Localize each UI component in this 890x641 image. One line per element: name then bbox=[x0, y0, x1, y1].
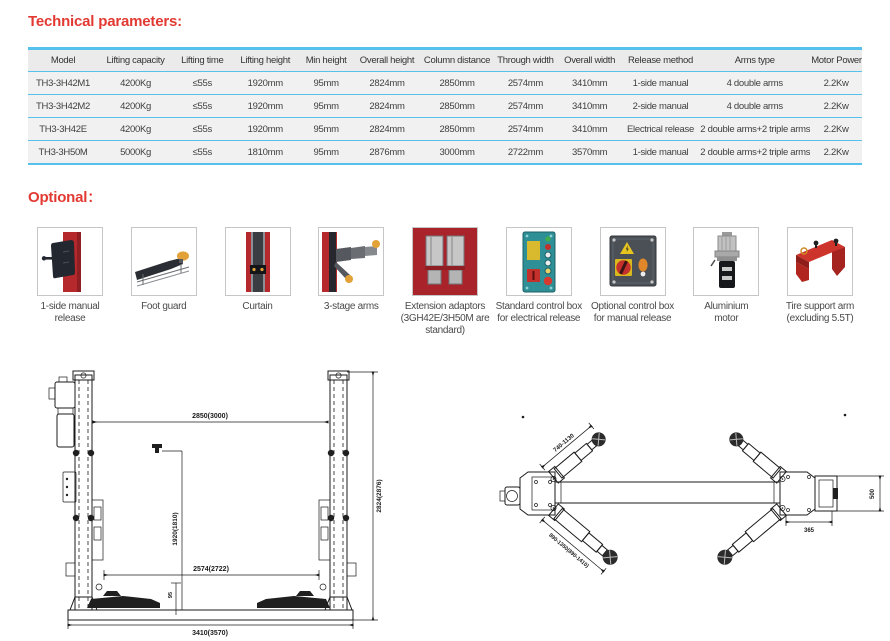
dim-label: 2574(2722) bbox=[193, 566, 229, 573]
curtain-image bbox=[225, 227, 291, 296]
column-header: Release method bbox=[622, 49, 700, 72]
cell: 1920mm bbox=[231, 118, 299, 141]
cell: TH3-3H42M1 bbox=[28, 72, 98, 95]
extension-adaptors-image bbox=[412, 227, 478, 296]
dim-label: 365 bbox=[803, 528, 815, 534]
column-header: Lifting capacity bbox=[98, 49, 173, 72]
cell: 4 double arms bbox=[699, 95, 810, 118]
cell: 2824mm bbox=[353, 118, 421, 141]
long-arm-rear-left bbox=[536, 503, 621, 582]
cell: TH3-3H50M bbox=[28, 141, 98, 165]
left-column bbox=[66, 371, 103, 610]
cell: 2850mm bbox=[421, 118, 494, 141]
cell: 3000mm bbox=[421, 141, 494, 165]
cell: 2824mm bbox=[353, 72, 421, 95]
dim-carriage-width bbox=[786, 511, 832, 534]
dim-label: 3410(3570) bbox=[192, 630, 228, 637]
cell: 3410mm bbox=[558, 95, 622, 118]
cell: 2.2Kw bbox=[810, 118, 862, 141]
optional-item-label: Extension adaptors (3GH42E/3H50M are standard) bbox=[400, 301, 490, 337]
table-header-row bbox=[28, 49, 862, 72]
aluminium-motor-image bbox=[693, 227, 759, 296]
column-header: Lifting height bbox=[231, 49, 299, 72]
column-header: Overall width bbox=[558, 49, 622, 72]
cell: 2 double arms+2 triple arms bbox=[699, 118, 810, 141]
dim-carriage-height bbox=[837, 476, 884, 511]
optional-item-label: Aluminium motor bbox=[704, 301, 749, 325]
optional-items-row bbox=[24, 227, 866, 338]
dim-label: 740-1130 bbox=[552, 433, 576, 454]
optional-item-label: Optional control box for manual release bbox=[591, 301, 674, 325]
cell: 95mm bbox=[299, 72, 353, 95]
dim-lifting-height bbox=[152, 444, 182, 610]
optional-item bbox=[24, 227, 116, 338]
cell: 95mm bbox=[299, 141, 353, 165]
cell: 2824mm bbox=[353, 95, 421, 118]
cell: TH3-3H42E bbox=[28, 118, 98, 141]
cell: 2-side manual bbox=[622, 95, 700, 118]
dim-overall-width bbox=[68, 610, 353, 637]
cell: ≤55s bbox=[173, 118, 231, 141]
cell: 2722mm bbox=[493, 141, 557, 165]
cell: ≤55s bbox=[173, 141, 231, 165]
right-column bbox=[319, 371, 356, 610]
cell: 1920mm bbox=[231, 72, 299, 95]
technical-parameters-heading: Technical parameters: bbox=[28, 13, 182, 30]
dim-overall-height bbox=[347, 372, 383, 620]
dim-label: 1920(1810) bbox=[172, 512, 179, 546]
floor-arms bbox=[87, 591, 330, 608]
dim-label: 2824(2876) bbox=[376, 479, 383, 513]
cell: 4200Kg bbox=[98, 95, 173, 118]
cell: ≤55s bbox=[173, 95, 231, 118]
dim-column-distance bbox=[93, 413, 328, 422]
cell: 2 double arms+2 triple arms bbox=[699, 141, 810, 165]
short-arm-front-right bbox=[726, 429, 786, 483]
cell: 1-side manual bbox=[622, 141, 700, 165]
cell: TH3-3H42M2 bbox=[28, 95, 98, 118]
cell: 2850mm bbox=[421, 95, 494, 118]
cell: 1920mm bbox=[231, 95, 299, 118]
optional-item bbox=[399, 227, 491, 338]
manual-control-box-image bbox=[600, 227, 666, 296]
dim-label: 2850(3000) bbox=[192, 413, 228, 420]
cell: 2574mm bbox=[493, 95, 557, 118]
column-header: Min height bbox=[299, 49, 353, 72]
cell: ≤55s bbox=[173, 72, 231, 95]
optional-item-label: Standard control box for electrical release bbox=[495, 301, 582, 325]
dim-label: 95 bbox=[168, 591, 174, 599]
optional-item-label: Curtain bbox=[242, 301, 273, 312]
optional-item-label: 3-stage arms bbox=[323, 301, 379, 312]
optional-item bbox=[118, 227, 210, 338]
foot-guard-image bbox=[131, 227, 197, 296]
dim-label: 500 bbox=[870, 488, 876, 500]
optional-item bbox=[774, 227, 866, 338]
column-header: Column distance bbox=[421, 49, 494, 72]
motor-unit bbox=[49, 377, 76, 502]
cell: Electrical release bbox=[622, 118, 700, 141]
cell: 95mm bbox=[299, 118, 353, 141]
manual-release-image bbox=[37, 227, 103, 296]
optional-heading: Optional： bbox=[28, 189, 103, 206]
reference-dot bbox=[844, 414, 847, 417]
short-arm-front-left bbox=[538, 418, 609, 484]
cell: 2574mm bbox=[493, 118, 557, 141]
cell: 3570mm bbox=[558, 141, 622, 165]
table-row bbox=[28, 141, 862, 165]
optional-item-label: Foot guard bbox=[141, 301, 187, 312]
cell: 2876mm bbox=[353, 141, 421, 165]
column-header: Arms type bbox=[699, 49, 810, 72]
cell: 4 double arms bbox=[699, 72, 810, 95]
column-header: Overall height bbox=[353, 49, 421, 72]
tire-support-arm-image bbox=[787, 227, 853, 296]
reference-dot bbox=[522, 416, 525, 419]
base-plate bbox=[68, 610, 353, 620]
top-view-diagram bbox=[488, 404, 888, 616]
cell: 1810mm bbox=[231, 141, 299, 165]
front-view-diagram bbox=[33, 367, 398, 640]
electrical-control-box-image bbox=[506, 227, 572, 296]
cell: 2574mm bbox=[493, 72, 557, 95]
optional-item bbox=[212, 227, 304, 338]
dim-label: 890-1350(890-1410) bbox=[547, 532, 590, 570]
optional-item bbox=[493, 227, 585, 338]
column-header: Lifting time bbox=[173, 49, 231, 72]
optional-item-label: Tire support arm (excluding 5.5T) bbox=[785, 301, 855, 325]
long-arm-rear-right bbox=[714, 504, 786, 568]
cell: 2.2Kw bbox=[810, 141, 862, 165]
cell: 2.2Kw bbox=[810, 95, 862, 118]
cross-beam bbox=[555, 482, 780, 503]
cell: 1-side manual bbox=[622, 72, 700, 95]
cell: 4200Kg bbox=[98, 118, 173, 141]
optional-item-label: 1-side manual release bbox=[40, 301, 100, 325]
cell: 4200Kg bbox=[98, 72, 173, 95]
cell: 5000Kg bbox=[98, 141, 173, 165]
optional-item bbox=[680, 227, 772, 338]
cell: 95mm bbox=[299, 95, 353, 118]
optional-item bbox=[587, 227, 679, 338]
column-header: Through width bbox=[493, 49, 557, 72]
table-row bbox=[28, 95, 862, 118]
dim-through-width bbox=[104, 566, 319, 580]
cell: 2.2Kw bbox=[810, 72, 862, 95]
table-row bbox=[28, 72, 862, 95]
optional-item bbox=[305, 227, 397, 338]
cell: 2850mm bbox=[421, 72, 494, 95]
three-stage-arms-image bbox=[318, 227, 384, 296]
left-carriage bbox=[500, 472, 556, 515]
cell: 3410mm bbox=[558, 118, 622, 141]
column-header: Motor Power bbox=[810, 49, 862, 72]
cell: 3410mm bbox=[558, 72, 622, 95]
table-row bbox=[28, 118, 862, 141]
right-carriage bbox=[780, 472, 838, 515]
technical-parameters-table bbox=[28, 47, 862, 165]
column-header: Model bbox=[28, 49, 98, 72]
